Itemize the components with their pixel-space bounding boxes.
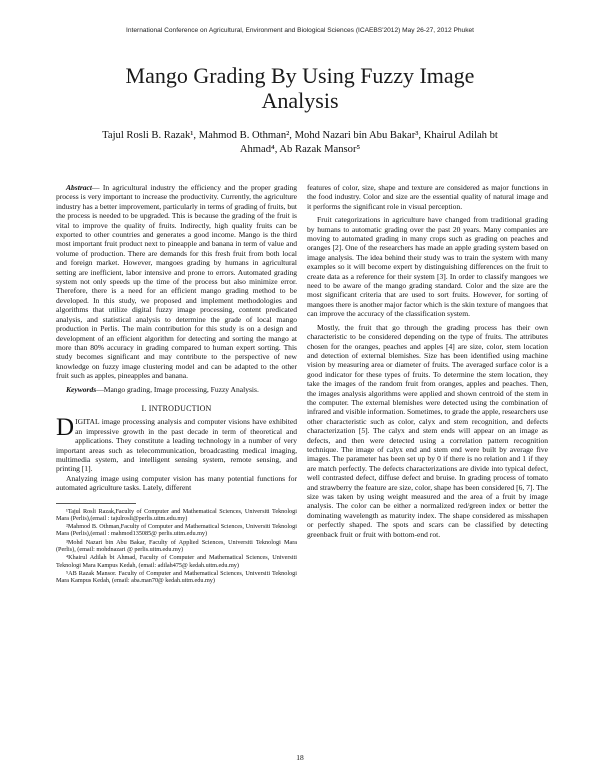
conference-header: International Conference on Agricultural, Environment and Biological Sciences (ICAEBS'2012) May 26-27, 2012 Phuket xyxy=(126,27,474,34)
footnote-2: ²Mahmod B. Othman,Faculty of Computer and Mathematical Sciences, Universiti Teknologi Mara (Perlis),(email : mahmod135085@ perlis.uitm.edu.my) xyxy=(56,523,297,538)
body-paragraph-1: features of color, size, shape and texture are considered as major functions in the food industry. Color and size are the essential quality of natural image and it performs the significant role in visual perception. xyxy=(307,183,548,211)
keywords xyxy=(56,385,297,394)
left-column xyxy=(56,183,297,586)
abstract-text: — In agricultural industry the efficiency and the proper grading process is very important to increase the productivity. Currently, the agriculture industry has a better improvement, particularly in terms of grading of fruits, but the process is needed to be upgraded. This is because the grading of the fruit is vital to improve the quality of fruits. Indirectly, high quality fruits can be exported to other countries and generates a good income. Mango is the third most important fruit product next to pineapple and banana in term of value and volume of production. There are demands for this fresh fruit from both local and foreign market. However, mangoes grading by humans in agricultural setting are inefficient, labor intensive and prone to errors. Automated grading system not only speeds up the time of the process but also minimize error. Therefore, there is a need for an efficient mango grading method to be developed. In this study, we proposed and implement methodologies and algorithms that utilize digital fuzzy image processing, content predicated analysis, and statistical analysis to determine the grade of local mango production in Perlis. The main contribution for this study is on a design and development of an efficient algorithm for detecting and sorting the mango at more than 80% accuracy in grading compared to human expert sorting. This study becomes significant and may contribute to the perspective of new knowledge on fuzzy image clustering model and can be adapted to the other fruit such as apples, pineapples and banana. xyxy=(56,183,297,381)
intro-paragraph-2: Analyzing image using computer vision has many potential functions for automated agriculture tasks. Lately, different xyxy=(56,473,297,493)
abstract-label: Abstract xyxy=(66,183,92,192)
footnote-divider xyxy=(56,503,136,504)
keywords-text: —Mango grading, Image processing, Fuzzy Analysis. xyxy=(96,384,259,394)
paper-title xyxy=(60,63,540,113)
body-paragraph-2: Fruit categorizations in agriculture have changed from traditional grading by humans to automatic grading over the past 20 years. Many companies are moving to automated grading in many crops such as grading on peaches and oranges [2]. One of the researchers has made an apple grading system based on image analysis. The idea behind their study was to train the system with many examples so it will become expert by distinguishing differences on the fruit to create data as a reference for their system [3]. In order to classify mangoes we need to be aware of the mango grading standard. Color and the size are the most significant criteria that are used to sort fruits. However, for sorting of mangoes there is another major factor which is the skin texture of mangoes that can improve the accuracy of the classification system. xyxy=(307,215,548,319)
authors-line-1: Tajul Rosli B. Razak¹, Mahmod B. Othman², Mohd Nazari bin Abu Bakar³, Khairul Adilah bt xyxy=(102,130,498,141)
intro-paragraph-1: DIGITAL image processing analysis and computer visions have exhibited an impressive growth in the past decade in term of theoretical and applications. They constitute a leading technology in a number of very important areas such as telecommunication, broadcasting medical imaging, multimedia system, and intelligent sensing system, remote sensing, and printing [1]. xyxy=(56,414,297,474)
section-heading-introduction: I. INTRODUCTION xyxy=(141,403,212,413)
page-number: 18 xyxy=(296,753,304,762)
abstract xyxy=(56,183,297,381)
body-paragraph-3: Mostly, the fruit that go through the grading process has their own characteristic to be considered depending on the type of fruits. The attributes chosen for the oranges, peaches and apples [4] are size, color, stem location and detection of external blemishes. Size has been identified using machine vision by measuring area or diameter of fruits. The averaged surface color is a good indicator for these types of fruits. To determine the stem location, they take the images of the random fruit from oranges, apples and peaches. Then, the images analysis algorithms were applied and shown centroid of the stem in the computer. The external blemishes were detected using the combination of infrared and visible information. Sometimes, to grade the apple, researchers use other characteristic such as color, calyx and stem recognition, and defects characterization [5]. The calyx and stem ends will appear on an image as defects, and then were detected using a correlation pattern recognition technique. The image of calyx end and stem end were built by average five images. The parameter has been set up by 0 if there is no relation and 1 if they are match perfectly. The defects characterizations are divide into typical defect, well contrasted defect, diffuse defect and bruise. In grading process of tomato and strawberry the feature are size, color, shape has been considered [6, 7]. The size was taken by using weight measured and the area of a fruit by image analysis. The color can be either a normalized red/green index or better the dominating wavelength as maturity index. The shape considered as misshapen or perfectly shaped. The spots and scars can be classified by detecting greenback fruit or fruit with bottom-end rot. xyxy=(307,322,548,539)
footnote-5: ⁵AB Razak Mansor. Faculty of Computer and Mathematical Sciences, Universiti Teknologi Mara Kampus Kedah, (email: aba.man70@ kedah.uitm.edu.my) xyxy=(56,569,297,585)
author-list xyxy=(100,129,500,156)
title-line-2: Analysis xyxy=(261,88,339,113)
keywords-label: Keywords xyxy=(66,384,97,394)
right-column xyxy=(307,183,548,539)
authors-line-2: Ahmad⁴, Ab Razak Mansor⁵ xyxy=(239,143,361,155)
footnote-1: ¹Tajul Rosli Razak,Faculty of Computer and Mathematical Sciences, Universiti Teknologi Mara (Perlis),(email : tajulrosli@perlis.uitm.edu.my) xyxy=(56,507,297,522)
footnote-4: ⁴Khairul Adilah bt Ahmad, Faculty of Computer and Mathematical Sciences, Universiti Teknologi Mara Kampus Kedah, (email: adilah475@ kedah.uitm.edu.my) xyxy=(56,554,297,569)
title-line-1: Mango Grading By Using Fuzzy Image xyxy=(125,63,475,88)
footnote-3: ³Mohd Nazari bin Abu Bakar, Faculty of Applied Sciences, Universiti Teknologi Mara (Perlis), (email: mohdnazari @ perlis.uitm.edu.my) xyxy=(56,538,297,554)
